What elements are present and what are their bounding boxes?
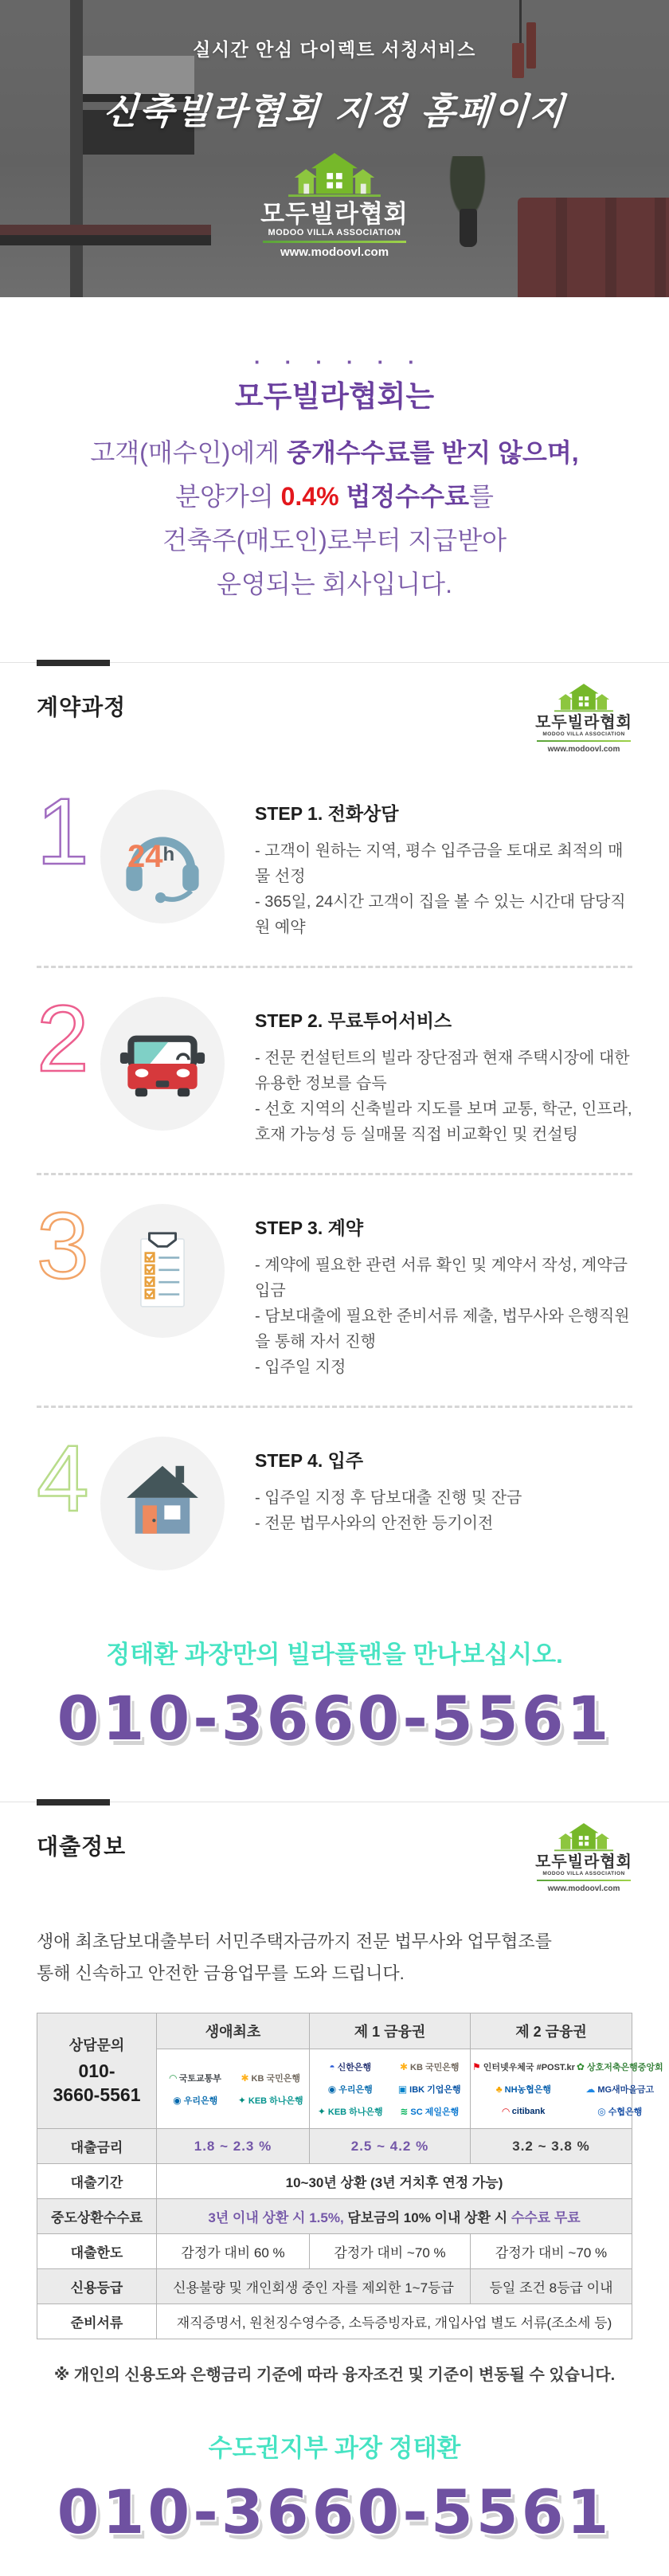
bank-icon: ✦: [237, 2094, 246, 2106]
limit-value: 감정가 대비 60 %: [157, 2234, 310, 2269]
docs-value: 재직증명서, 원천징수영수증, 소득증빙자료, 개입사업 별도 서류(조소세 등): [157, 2304, 632, 2339]
step-title: STEP 3. 계약: [255, 1217, 364, 1239]
bank-icon: ☁: [585, 2083, 596, 2095]
step-title: STEP 2. 무료투어서비스: [255, 1010, 452, 1032]
step-title: STEP 1. 전화상담: [255, 803, 399, 825]
step-body: [255, 790, 632, 940]
logo: [0, 153, 669, 260]
bank-logo-ibk: ▣ IBK 기업은행: [397, 2083, 461, 2095]
step-icon-circle: [100, 790, 225, 923]
house-icon: [115, 1457, 209, 1551]
houses-icon: [554, 684, 613, 712]
early-fee-value: 3년 이내 상환 시 1.5%, 담보금의 10% 이내 상환 시 수수료 무료: [157, 2199, 632, 2234]
logo: 모두빌라협회 MODOO VILLA ASSOCIATION www.modoovl.com: [535, 1823, 632, 1893]
bank-icon: ▣: [397, 2083, 408, 2095]
bank-icon: ◠: [502, 2105, 510, 2117]
loan-disclaimer: ※ 개인의 신용도와 은행금리 기준에 따라 융자조건 및 기준이 변동될 수 있습니다.: [53, 2366, 616, 2385]
phone-number[interactable]: 010-3660-5561: [57, 1683, 612, 1755]
cta-text: 정태환 과장만의 빌라플랜을 만나보십시오.: [106, 1641, 563, 1669]
rate-value: 3.2 ~ 3.8 %: [471, 2129, 632, 2164]
bank-icon: ◎: [597, 2105, 606, 2117]
bank-icon: ♣: [495, 2083, 503, 2095]
contract-process-section: [0, 662, 669, 1802]
section-title: 계약과정: [37, 695, 127, 720]
footer-cta: [0, 2405, 669, 2576]
hero-banner: [0, 0, 669, 297]
bank-icon: ◠: [169, 2072, 177, 2084]
bank-logo-epost: ⚑ 인터넷우체국 #POST.kr: [472, 2060, 575, 2072]
intro-line: 고객(매수인)에게 중개수수료를 받지 않으며,: [90, 438, 579, 467]
row-label: 대출기간: [37, 2164, 157, 2199]
step-bullet: - 고객이 원하는 지역, 평수 입주금을 토대로 최적의 매물 선정: [255, 842, 624, 886]
contact-label: 상담문의: [68, 2037, 125, 2054]
logo: 모두빌라협회 MODOO VILLA ASSOCIATION www.modoovl.com: [535, 684, 632, 754]
section-header: [0, 662, 669, 766]
row-label: 중도상환수수료: [37, 2199, 157, 2234]
bank-logo-molit: ◠ 국토교통부: [169, 2072, 221, 2084]
accent-bar: [37, 1799, 110, 1806]
contact-phone[interactable]: 010- 3660-5561: [53, 2060, 141, 2106]
loan-table: [37, 2013, 663, 2339]
second-tier-banks-cell: [471, 2049, 663, 2129]
step-bullet: - 선호 지역의 신축빌라 지도를 보며 교통, 학군, 인프라, 호재 가능성 등 실매물 직접 비교확인 및 컨설팅: [255, 1100, 632, 1144]
bank-logo-keb-hana: ✦ KEB 하나은행: [237, 2094, 303, 2106]
bank-logo-nh: ♣ NH농협은행: [495, 2083, 552, 2095]
houses-icon: [288, 153, 381, 198]
limit-value: 감정가 대비 ~70 %: [310, 2234, 471, 2269]
fee-rate-highlight: 0.4%: [280, 482, 339, 512]
bank-logo-citibank: ◠ citibank: [502, 2105, 546, 2117]
credit-value-second: 등일 조건 8등급 이내: [471, 2269, 632, 2304]
intro-line: 분양가의 0.4% 법정수수료를: [175, 482, 494, 512]
docs-row: [37, 2304, 632, 2339]
loan-intro-text: 생애 최초담보대출부터 서민주택자금까지 전문 법무사와 업무협조를 통해 신속하고 안전한 금융업무를 도와 드립니다.: [37, 1931, 552, 1983]
section-header: [0, 1802, 669, 1905]
dashed-divider: [37, 966, 632, 968]
first-tier-banks-cell: [310, 2049, 471, 2129]
brand-name: 모두빌라협회: [260, 200, 409, 228]
dashed-divider: [37, 1173, 632, 1175]
step-bullet: - 계약에 필요한 관련 서류 확인 및 계약서 작성, 계약금 입금: [255, 1257, 628, 1300]
bank-icon: ◉: [327, 2083, 337, 2095]
loan-info-section: [0, 1802, 669, 2576]
brand-url[interactable]: www.modoovl.com: [280, 245, 389, 260]
rate-row: [37, 2129, 632, 2164]
step-1-phone-consult: [0, 766, 669, 961]
logo-divider: [263, 241, 406, 243]
step-bullet: - 입주일 지정 후 담보대출 진행 및 잔금: [255, 1489, 522, 1508]
term-value: 10~30년 상환 (3년 거치후 연정 가능): [157, 2164, 632, 2199]
step-bullet: - 365일, 24시간 고객이 집을 볼 수 있는 시간대 담당직원 예약: [255, 893, 626, 937]
bank-icon: ✱: [399, 2060, 409, 2072]
villa-plan-cta: [0, 1591, 669, 1802]
contract-checklist-icon: [115, 1224, 209, 1318]
step-icon-circle: [100, 1437, 225, 1570]
step-number: 4: [37, 1426, 89, 1532]
col-header-second-tier: 제 2 금융권: [471, 2013, 632, 2049]
step-bullet: - 담보대출에 필요한 준비서류 제출, 법무사와 은행직원을 통해 자서 진행: [255, 1308, 630, 1351]
row-label: 준비서류: [37, 2304, 157, 2339]
bank-icon: ⚑: [472, 2060, 481, 2072]
credit-value-main: 신용불량 및 개인회생 중인 자를 제외한 1~7등급: [157, 2269, 471, 2304]
step-icon-circle: [100, 1204, 225, 1338]
step-3-contract: [0, 1180, 669, 1401]
step-bullet: - 입주일 지정: [255, 1359, 346, 1377]
step-bullet: - 전문 컨설턴트의 빌라 장단점과 현재 주택시장에 대한 유용한 정보를 습득: [255, 1049, 630, 1093]
bank-icon: ≋: [400, 2105, 409, 2117]
bank-logo-shinhan: ◓ 신한은행: [329, 2060, 372, 2072]
step-number: 1: [37, 779, 89, 885]
limit-value: 감정가 대비 ~70 %: [471, 2234, 632, 2269]
step-bullet: - 전문 법무사와의 안전한 등기이전: [255, 1515, 494, 1533]
intro-line: 건축주(매도인)로부터 지급받아: [162, 526, 507, 555]
step-number: 2: [37, 986, 89, 1092]
brand-subtitle: MODOO VILLA ASSOCIATION: [268, 228, 401, 238]
rate-value: 1.8 ~ 2.3 %: [157, 2129, 310, 2164]
bank-icon: ◉: [173, 2094, 182, 2106]
bank-logo-woori: ◉ 우리은행: [173, 2094, 218, 2106]
early-fee-row: [37, 2199, 632, 2234]
step-body: [255, 997, 632, 1147]
step-body: [255, 1204, 632, 1380]
term-row: [37, 2164, 632, 2199]
houses-icon: [554, 1823, 613, 1852]
company-intro: [0, 297, 669, 662]
bank-logo-keb-hana: ✦ KEB 하나은행: [317, 2105, 383, 2117]
col-header-first-time: 생애최초: [157, 2013, 310, 2049]
credit-row: [37, 2269, 632, 2304]
bank-icon: ✦: [317, 2105, 326, 2117]
step-number: 3: [37, 1194, 89, 1300]
dashed-divider: [37, 1406, 632, 1408]
row-label: 신용등급: [37, 2269, 157, 2304]
row-label: 대출금리: [37, 2129, 157, 2164]
emphasis-dots: ······: [254, 350, 439, 374]
badge-24h: 24h: [127, 839, 175, 875]
bank-logo-kb: ✱ KB 국민은행: [399, 2060, 460, 2072]
hero-script-title: 신축빌라협회 지정 홈페이지: [101, 90, 568, 132]
intro-title: 모두빌라협회는: [234, 380, 435, 413]
step-2-free-tour: [0, 973, 669, 1168]
bank-icon: ✱: [241, 2072, 249, 2084]
section-title: 대출정보: [37, 1834, 127, 1860]
col-header-first-tier: 제 1 금융권: [310, 2013, 471, 2049]
accent-bar: [37, 660, 110, 666]
limit-row: [37, 2234, 632, 2269]
bank-logo-mg: ☁ MG새마을금고: [585, 2083, 655, 2095]
bank-logo-savings-federation: ✿ 상호저축은행중앙회: [576, 2060, 663, 2072]
step-title: STEP 4. 입주: [255, 1450, 364, 1472]
bank-icon: ✿: [576, 2060, 585, 2072]
step-body: [255, 1437, 522, 1536]
step-icon-circle: [100, 997, 225, 1131]
rate-value: 2.5 ~ 4.2 %: [310, 2129, 471, 2164]
step-4-move-in: [0, 1413, 669, 1591]
contact-cell: [37, 2013, 157, 2129]
first-time-banks-cell: [157, 2049, 310, 2129]
bank-icon: ◓: [329, 2060, 335, 2072]
bank-logo-sc: ≋ SC 제일은행: [400, 2105, 460, 2117]
phone-number[interactable]: 010-3660-5561: [57, 2476, 612, 2548]
bank-logo-suhyup: ◎ 수협은행: [597, 2105, 643, 2117]
bank-logo-kb: ✱ KB 국민은행: [241, 2072, 300, 2084]
hero-tagline: 실시간 안심 다이렉트 서칭서비스: [193, 39, 476, 60]
intro-line: 운영되는 회사입니다.: [217, 570, 452, 599]
table-header-row: [37, 2013, 632, 2049]
tour-bus-icon: [115, 1017, 209, 1111]
bank-logo-woori: ◉ 우리은행: [327, 2083, 373, 2095]
row-label: 대출한도: [37, 2234, 157, 2269]
manager-name: 수도권지부 과장 정태환: [208, 2434, 461, 2463]
